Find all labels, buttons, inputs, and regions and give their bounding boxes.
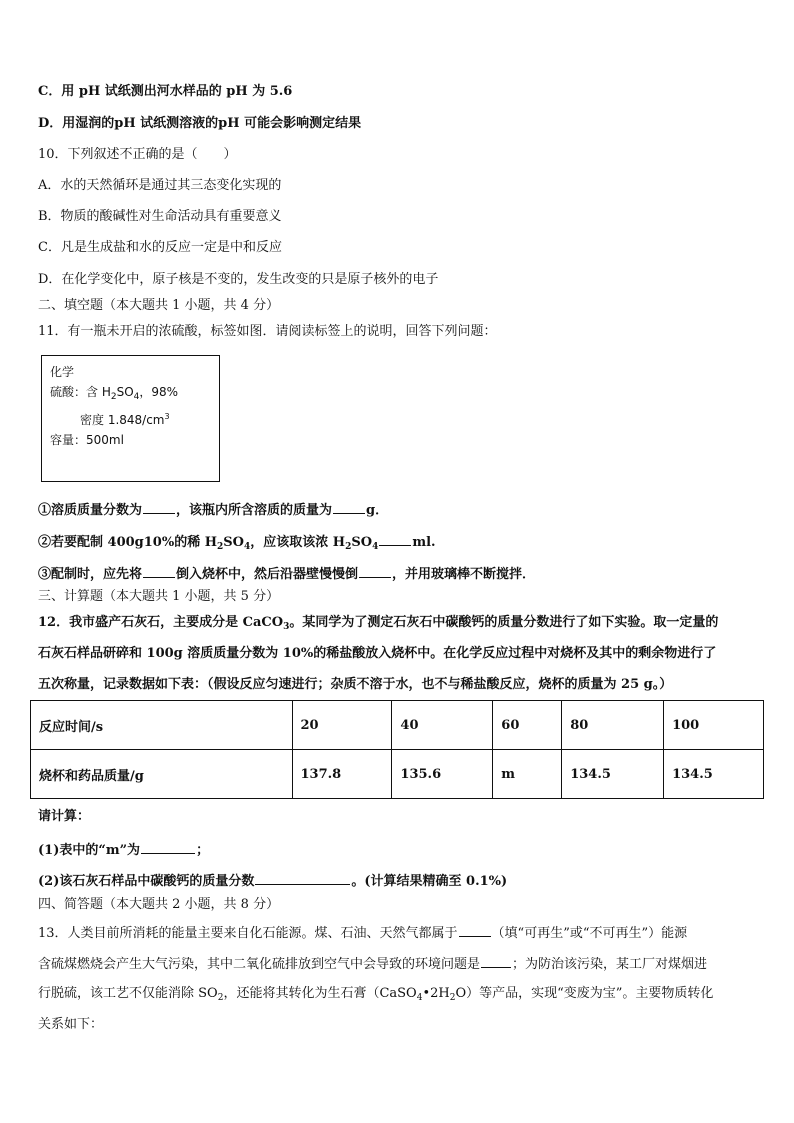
table-cell: 40	[392, 701, 493, 750]
table-header-cell: 反应时间/s	[31, 701, 293, 750]
answer-blank[interactable]	[333, 499, 365, 514]
q12-ask: 请计算：	[38, 809, 91, 824]
table-cell: 80	[562, 701, 664, 750]
table-cell: 134.5	[664, 750, 764, 799]
table-cell: m	[493, 750, 562, 799]
table-row	[31, 750, 764, 799]
table-cell: 135.6	[392, 750, 493, 799]
acid-bottle-label	[41, 355, 220, 482]
table-cell: 100	[664, 701, 764, 750]
answer-blank[interactable]	[359, 563, 391, 578]
q10-stem: 10．下列叙述不正确的是（ ）	[38, 147, 237, 162]
table-cell: 137.8	[292, 750, 392, 799]
q12-line-2: 石灰石样品研碎和 100g 溶质质量分数为 10%的稀盐酸放入烧杯中。在化学反应过程中对烧杯及其中的剩余物进行了	[38, 646, 717, 661]
table-cell: 134.5	[562, 750, 664, 799]
section-3-title: 三、计算题（本大题共 1 小题，共 5 分）	[38, 589, 280, 604]
label-line-4: 容量：500ml	[50, 433, 124, 447]
q13-line-3: 行脱硫，该工艺不仅能消除 $SO_2$，还能将其转化为生石膏$(CaSO_4•2H_2O)$等产品，实现“变废为宝”。主要物质转化	[38, 986, 714, 1003]
q11-part-2: ②若要配制 400g10%的稀 $H_2SO_4$，应该取该浓 $H_2SO_4$ ml.	[38, 531, 436, 556]
q13-line-1: 13．人类目前所消耗的能量主要来自化石能源。煤、石油、天然气都属于 （填“可再生”或“不可再生”）能源	[38, 922, 687, 943]
label-line-2: 硫酸：含 $H_2SO_4$，98%	[50, 385, 179, 402]
table-cell: 20	[292, 701, 392, 750]
q11-part-3: ③配制时，应先将 倒入烧杯中，然后沿器壁慢慢倒 ，并用玻璃棒不断搅拌．	[38, 563, 535, 584]
answer-blank[interactable]	[459, 922, 491, 937]
section-2-title: 二、填空题（本大题共 1 小题，共 4 分）	[38, 298, 280, 313]
q11-part-1: ①溶质质量分数为 ，该瓶内所含溶质的质量为 g．	[38, 499, 388, 520]
q9-option-d: D．用湿润的pH 试纸测溶液的pH 可能会影响测定结果	[38, 116, 362, 131]
table-cell: 60	[493, 701, 562, 750]
q9-option-c: C．用 pH 试纸测出河水样品的 pH 为 5.6	[38, 84, 293, 99]
q12-sub-1: (1)表中的“m”为 ；	[38, 839, 209, 860]
answer-blank[interactable]	[255, 870, 350, 885]
q13-line-2: 含硫煤燃烧会产生大气污染，其中二氧化硫排放到空气中会导致的环境问题是 ；为防治该污染，某工厂对煤烟进	[38, 953, 707, 974]
answer-blank[interactable]	[143, 499, 175, 514]
q10-option-a: A．水的天然循环是通过其三态变化实现的	[38, 178, 282, 193]
section-4-title: 四、简答题（本大题共 2 小题，共 8 分）	[38, 897, 280, 912]
q12-line-3: 五次称量，记录数据如下表：（假设反应匀速进行；杂质不溶于水，也不与稀盐酸反应，烧杯的质量为 25 g。）	[38, 677, 673, 692]
answer-blank[interactable]	[379, 531, 411, 546]
q11-stem: 11．有一瓶未开启的浓硫酸，标签如图．请阅读标签上的说明，回答下列问题：	[38, 324, 497, 339]
answer-blank[interactable]	[481, 953, 511, 968]
label-line-1: 化学	[50, 365, 75, 379]
table-row	[31, 701, 764, 750]
table-header-cell: 烧杯和药品质量/g	[31, 750, 293, 799]
reaction-data-table	[30, 700, 764, 799]
q10-option-b: B．物质的酸碱性对生命活动具有重要意义	[38, 209, 282, 224]
q10-option-d: D．在化学变化中，原子核是不变的，发生改变的只是原子核外的电子	[38, 272, 439, 287]
answer-blank[interactable]	[143, 563, 175, 578]
q13-line-4: 关系如下：	[38, 1017, 104, 1032]
answer-blank[interactable]	[141, 839, 195, 854]
q12-sub-2: (2)该石灰石样品中碳酸钙的质量分数 。(计算结果精确至 0.1%)	[38, 870, 507, 891]
q12-line-1: 12．我市盛产石灰石，主要成分是 CaCO$_3$。某同学为了测定石灰石中碳酸钙的质量分数进行了如下实验。取一定量的	[38, 615, 719, 632]
q10-option-c: C．凡是生成盐和水的反应一定是中和反应	[38, 240, 282, 255]
label-line-3: 密度 $1.848/cm^3$	[80, 412, 170, 427]
